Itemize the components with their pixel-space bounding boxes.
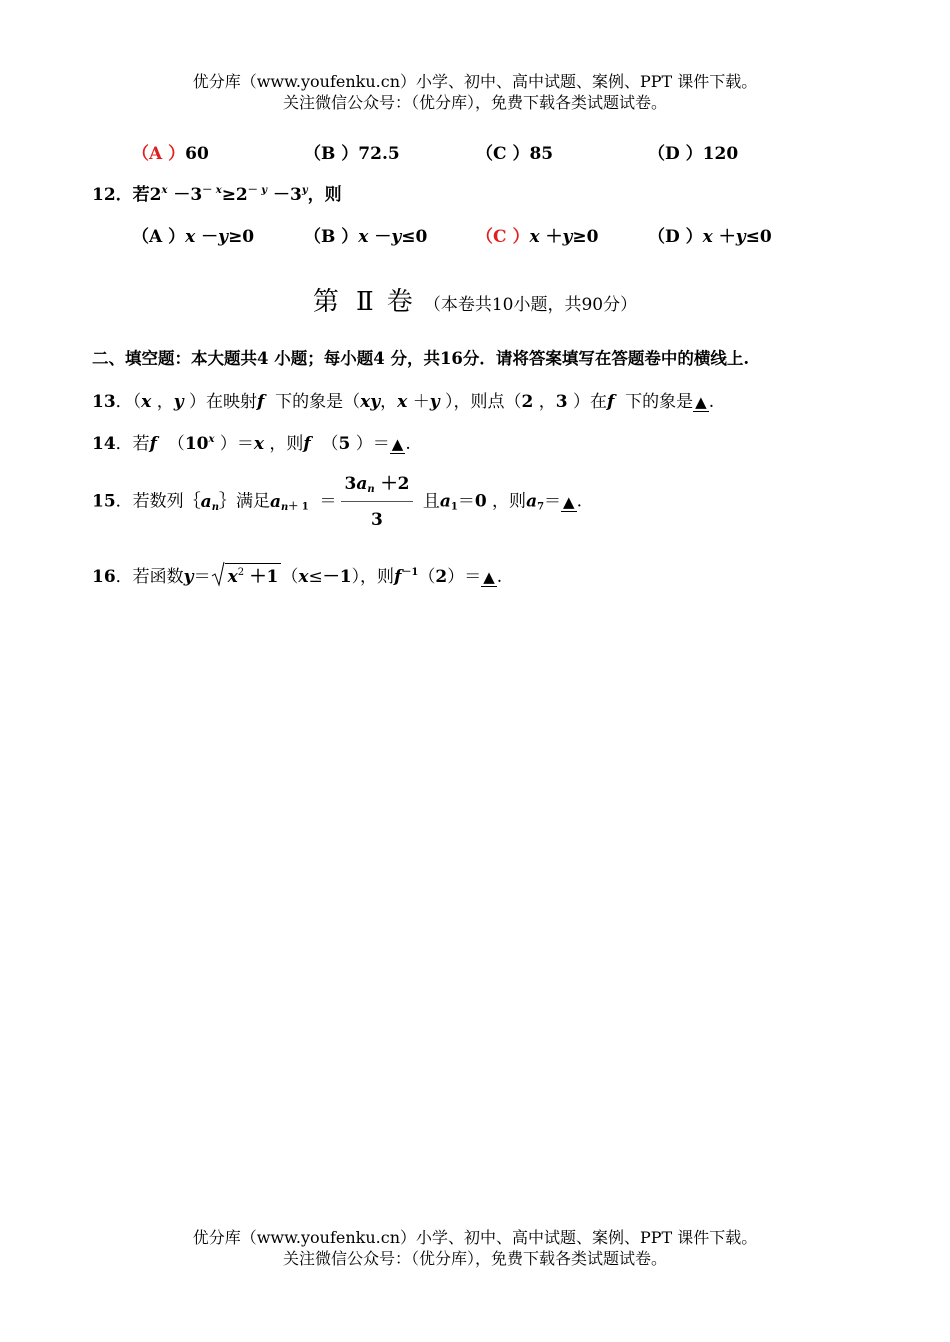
q15-question: 15．若数列$\{a_n\}$满足$a_{n+ 1}$ ＝ $\frac{3a_n +2}{3}$ 且$a_1=0$ ，则$a_7=$ ▲ . xyxy=(92,470,582,534)
q11-option-d: （D ）120 xyxy=(648,144,739,164)
section-title: 第 Ⅱ 卷 （本卷共10小题，共90分） xyxy=(312,287,638,317)
q12-number: 12 xyxy=(92,185,116,205)
q13-question: 13．（x ，y ）在映射f 下的象是（xy，x ＋y ），则点（2 ，3 ）在f 下的象是 ▲ . xyxy=(92,392,715,412)
q16-question: 16．若函数y＝ $x^2 +1$ （x≤－1），则$f^{-1}(2)=$ ▲ . xyxy=(92,563,502,588)
q14-question: 14．若f （10$^x$ ）＝x ，则f （5 ）＝ ▲ . xyxy=(92,434,411,454)
header-line-2: 关注微信公众号：（优分库），免费下载各类试题试卷。 xyxy=(282,93,667,112)
q13-number: 13 xyxy=(92,392,116,412)
q16-answer-blank[interactable]: ▲ xyxy=(483,568,495,586)
q15-answer-blank[interactable]: ▲ xyxy=(563,492,575,511)
q11-option-c: （C ）85 xyxy=(476,144,554,164)
q13-answer-blank[interactable]: ▲ xyxy=(695,393,707,411)
section-note: （本卷共10小题，共90分） xyxy=(423,295,638,315)
footer-line-1: 优分库（www.youfenku.cn）小学、初中、高中试题、案例、PPT 课件下载。 xyxy=(192,1228,758,1247)
q12-option-a: （A ）x －y≥0 xyxy=(132,227,255,247)
q15-fraction: $\frac{3a_n +2}{3}$ xyxy=(341,470,414,534)
q14-answer-blank[interactable]: ▲ xyxy=(391,435,404,453)
q15-number: 15 xyxy=(92,491,116,512)
q11-option-a: （A ）60 xyxy=(132,144,209,164)
sqrt-sign-icon xyxy=(211,561,225,587)
q12-question: 12．若$2^x -3^{- x}\ge 2^{- y} -3^y$，则 xyxy=(92,185,342,205)
fill-in-heading: 二、填空题：本大题共4 小题；每小题4 分，共16分．请将答案填写在答题卷中的横线上. xyxy=(92,349,750,368)
q16-number: 16 xyxy=(92,567,116,587)
q11-option-b: （B ）72.5 xyxy=(304,144,400,164)
q12-option-b: （B ）x －y≤0 xyxy=(304,227,428,247)
q12-option-c: （C ）x ＋y≥0 xyxy=(476,227,599,247)
q16-sqrt: $x^2 +1$ xyxy=(211,563,282,588)
footer-line-2: 关注微信公众号：（优分库），免费下载各类试题试卷。 xyxy=(282,1249,667,1268)
q12-option-d: （D ）x ＋y≤0 xyxy=(648,227,772,247)
q14-number: 14 xyxy=(92,434,116,454)
header-line-1: 优分库（www.youfenku.cn）小学、初中、高中试题、案例、PPT 课件下载。 xyxy=(192,72,758,91)
